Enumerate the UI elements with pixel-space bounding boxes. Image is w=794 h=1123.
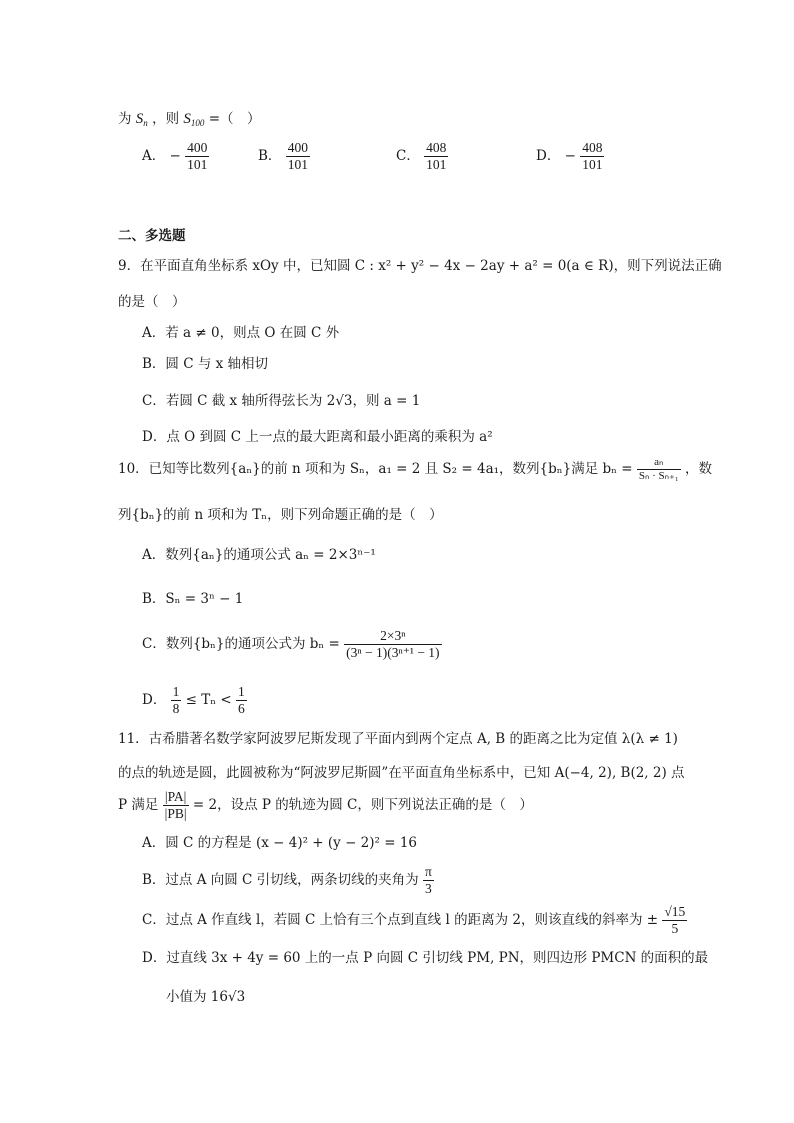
- fraction-denominator: |PB|: [164, 806, 187, 821]
- fraction-numerator: 408: [426, 140, 447, 155]
- q10-stem-line1: [118, 456, 712, 483]
- q9-option-d[interactable]: D．点 O 到圆 C 上一点的最大距离和最小距离的乘积为 a²: [142, 429, 493, 445]
- q11-option-b[interactable]: [142, 864, 434, 897]
- q11-option-c[interactable]: [142, 904, 687, 937]
- option-label: A．: [142, 148, 166, 164]
- option-label: B．: [258, 148, 282, 164]
- fraction-denominator: 5: [671, 921, 679, 936]
- stem-prefix: 为: [118, 111, 132, 127]
- q10-option-b[interactable]: B．Sₙ = 3ⁿ − 1: [142, 591, 244, 607]
- option-label: D．: [536, 148, 561, 164]
- q8-option-d[interactable]: [536, 140, 604, 173]
- fraction-denominator: 101: [426, 157, 447, 172]
- fraction-denominator: 8: [172, 701, 180, 716]
- option-text: C．过点 A 作直线 l，若圆 C 上恰有三个点到直线 l 的距离为 2，则该直线的斜率为 ±: [142, 912, 659, 928]
- q11-option-d-line1[interactable]: D．过直线 3x + 4y = 60 上的一点 P 向圆 C 引切线 PM, PN，则四边形 PMCN 的面积的最: [142, 950, 709, 966]
- q10-bn-fraction: [637, 456, 681, 483]
- fraction-numerator: |PA|: [163, 789, 189, 806]
- sum-symbol: $S_n$: [135, 111, 148, 128]
- inequality-text: ≤ Tₙ <: [185, 692, 232, 708]
- q11-stem-line2: 的点的轨迹是圆，此圆被称为“阿波罗尼斯圆”在平面直角坐标系中，已知 A(−4, 2), B(2, 2) 点: [118, 765, 685, 781]
- q11-ratio-fraction: [163, 789, 189, 822]
- q11-c-fraction: [662, 904, 687, 937]
- q8-option-b[interactable]: [258, 140, 310, 173]
- section-heading: 二、多选题: [118, 228, 186, 244]
- fraction-numerator: 400: [287, 140, 308, 155]
- q11-stem-post: = 2，设点 P 的轨迹为圆 C，则下列说法正确的是（ ）: [192, 797, 533, 813]
- option-fraction: [580, 140, 604, 173]
- q10-d-right-fraction: [236, 684, 247, 717]
- q8-option-c[interactable]: [396, 140, 448, 173]
- option-label: C．: [396, 148, 420, 164]
- option-fraction: [424, 140, 448, 173]
- option-fraction: [185, 140, 209, 173]
- fraction-numerator: 400: [187, 140, 208, 155]
- fraction-denominator: 101: [287, 157, 308, 172]
- option-sign: −: [564, 148, 576, 164]
- fraction-denominator: Sₙ · Sₙ₊₁: [638, 470, 679, 482]
- fraction-denominator: 3: [425, 881, 432, 896]
- q11-stem-pre: P 满足: [118, 797, 159, 813]
- fraction-numerator: √15: [664, 904, 686, 919]
- q11-option-d-line2: 小值为 16√3: [166, 989, 246, 1005]
- q9-option-c[interactable]: C．若圆 C 截 x 轴所得弦长为 2√3，则 a = 1: [142, 393, 421, 409]
- fraction-numerator: π: [424, 864, 432, 879]
- q10-stem-tail: ，数: [684, 461, 712, 477]
- stem-mid: ，则: [152, 111, 180, 127]
- fraction-numerator: 1: [172, 684, 180, 699]
- q9-option-b[interactable]: B．圆 C 与 x 轴相切: [142, 356, 269, 372]
- q9-stem-line1: 9．在平面直角坐标系 xOy 中，已知圆 C : x² + y² − 4x − 2ay + a² = 0(a ∈ R)，则下列说法正确: [118, 258, 722, 274]
- q9-stem-line2: 的是（ ）: [118, 294, 186, 310]
- fraction-denominator: 6: [238, 701, 245, 716]
- q8-option-a[interactable]: [142, 140, 209, 173]
- option-fraction: [286, 140, 310, 173]
- option-text: B．过点 A 向圆 C 引切线，两条切线的夹角为: [142, 872, 419, 888]
- fraction-numerator: 408: [582, 140, 603, 155]
- q10-c-fraction: [344, 628, 441, 661]
- option-label: D．: [142, 692, 167, 708]
- fraction-numerator: 1: [238, 684, 245, 699]
- q10-option-a[interactable]: A．数列{aₙ}的通项公式 aₙ = 2×3ⁿ⁻¹: [142, 547, 376, 563]
- q8-stem-tail: [118, 107, 261, 128]
- q11-option-a[interactable]: A．圆 C 的方程是 (x − 4)² + (y − 2)² = 16: [142, 835, 418, 851]
- q11-stem-line3: [118, 789, 533, 822]
- q10-stem-line2: 列{bₙ}的前 n 项和为 Tₙ，则下列命题正确的是（ ）: [118, 507, 443, 523]
- q10-option-d[interactable]: [142, 684, 247, 717]
- stem-suffix: =（ ）: [208, 111, 261, 127]
- q10-d-left-fraction: [171, 684, 182, 717]
- fraction-denominator: 101: [582, 157, 603, 172]
- fraction-denominator: 101: [187, 157, 208, 172]
- sum-100-symbol: $S_{100}$: [183, 111, 205, 128]
- q9-option-a[interactable]: A．若 a ≠ 0，则点 O 在圆 C 外: [142, 325, 340, 341]
- q10-stem-text: 10．已知等比数列{aₙ}的前 n 项和为 Sₙ，a₁ = 2 且 S₂ = 4a₁，数列{bₙ}满足 bₙ =: [118, 461, 633, 477]
- q11-b-fraction: [423, 864, 434, 897]
- option-sign: −: [169, 148, 181, 164]
- fraction-numerator: 2×3ⁿ: [344, 628, 441, 645]
- option-text: C．数列{bₙ}的通项公式为 bₙ =: [142, 636, 340, 652]
- fraction-denominator: (3ⁿ − 1)(3ⁿ⁺¹ − 1): [346, 645, 440, 660]
- q10-option-c[interactable]: [142, 628, 442, 661]
- q11-stem-line1: 11．古希腊著名数学家阿波罗尼斯发现了平面内到两个定点 A, B 的距离之比为定值 λ(λ ≠ 1): [118, 731, 678, 747]
- fraction-numerator: aₙ: [637, 456, 681, 470]
